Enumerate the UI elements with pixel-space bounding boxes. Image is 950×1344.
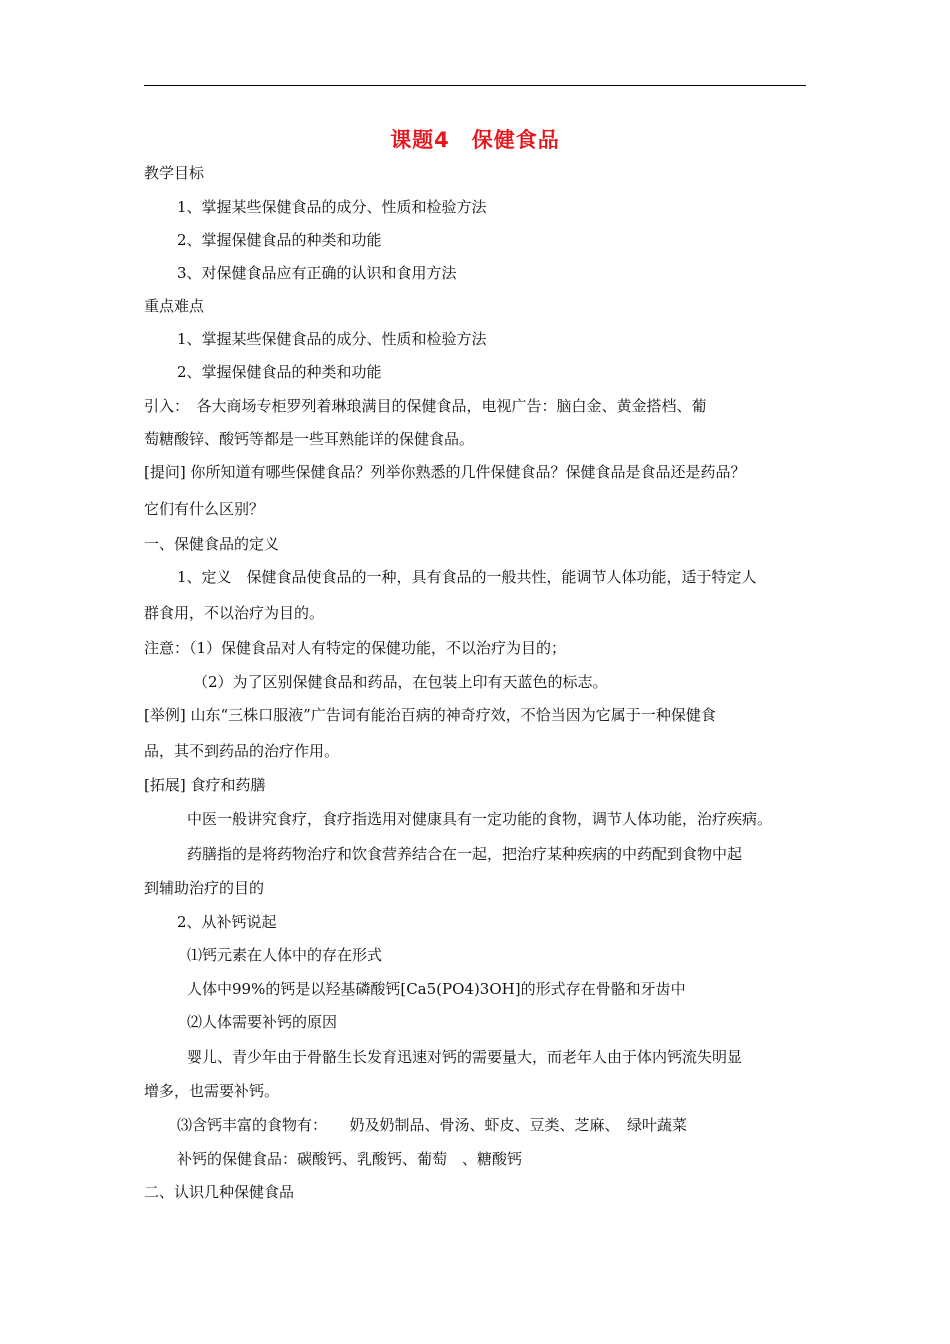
body-text: 增多，也需要补钙。: [144, 1082, 280, 1100]
subsection-item: ⑵人体需要补钙的原因: [187, 1013, 338, 1031]
subsection-item: ⑴钙元素在人体中的存在形式: [187, 946, 383, 964]
goal-item: 3、对保健食品应有正确的认识和食用方法: [177, 264, 457, 282]
intro-text: 引入： 各大商场专柜罗列着琳琅满目的保健食品，电视广告：脑白金、黄金搭档、葡: [144, 397, 707, 415]
goal-item: 1、掌握某些保健食品的成分、性质和检验方法: [177, 198, 487, 216]
extension-text: 到辅助治疗的目的: [144, 879, 265, 897]
example-text: [举例] 山东“三株口服液”广告词有能治百病的神奇疗效，不恰当因为它属于一种保健食: [144, 706, 716, 724]
goal-item: 2、掌握保健食品的种类和功能: [177, 231, 382, 249]
intro-text: 萄糖酸锌、酸钙等都是一些耳熟能详的保健食品。: [144, 430, 475, 448]
question-text: 它们有什么区别？: [144, 500, 265, 518]
header-rule: [144, 85, 806, 86]
subsection-item: ⑶含钙丰富的食物有： 奶及奶制品、骨汤、虾皮、豆类、芝麻、 绿叶蔬菜: [177, 1116, 688, 1134]
heading-key-points: 重点难点: [144, 297, 205, 315]
section-heading: 一、保健食品的定义: [144, 535, 280, 553]
note-text: 注意：（1）保健食品对人有特定的保健功能，不以治疗为目的；: [144, 639, 567, 657]
extension-text: 中医一般讲究食疗，食疗指选用对健康具有一定功能的食物，调节人体功能，治疗疾病。: [187, 810, 773, 828]
definition-text: 群食用，不以治疗为目的。: [144, 604, 325, 622]
definition-text: 1、定义 保健食品使食品的一种，具有食品的一般共性，能调节人体功能，适于特定人: [177, 568, 757, 586]
extension-text: 药膳指的是将药物治疗和饮食营养结合在一起，把治疗某种疾病的中药配到食物中起: [187, 845, 743, 863]
section-heading: 二、认识几种保健食品: [144, 1183, 295, 1201]
question-text: [提问] 你所知道有哪些保健食品？列举你熟悉的几件保健食品？保健食品是食品还是药品？: [144, 463, 746, 481]
extension-heading: [拓展] 食疗和药膳: [144, 776, 266, 794]
example-text: 品，其不到药品的治疗作用。: [144, 742, 340, 760]
page-title: 课题4 保健食品: [390, 128, 560, 152]
heading-teaching-goals: 教学目标: [144, 164, 205, 182]
body-text: 补钙的保健食品：碳酸钙、乳酸钙、葡萄 、糖酸钙: [177, 1150, 523, 1168]
subsection-heading: 2、从补钙说起: [177, 913, 277, 931]
body-text: 人体中99%的钙是以羟基磷酸钙[Ca5(PO4)3OH]的形式存在骨骼和牙齿中: [187, 980, 686, 998]
note-text: （2）为了区别保健食品和药品，在包装上印有天蓝色的标志。: [193, 673, 608, 691]
key-point-item: 1、掌握某些保健食品的成分、性质和检验方法: [177, 330, 487, 348]
key-point-item: 2、掌握保健食品的种类和功能: [177, 363, 382, 381]
body-text: 婴儿、青少年由于骨骼生长发育迅速对钙的需要量大，而老年人由于体内钙流失明显: [187, 1048, 743, 1066]
